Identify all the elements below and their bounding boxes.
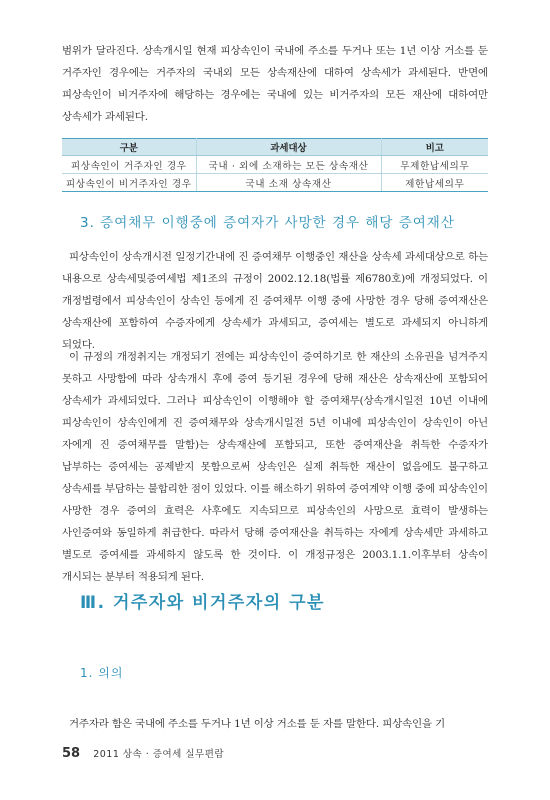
table-row (62, 174, 488, 192)
section-3-paragraph-2: 이 규정의 개정취지는 개정되기 전에는 피상속인이 증여하기로 한 재산의 소유권을 넘겨주지 못하고 사망함에 따라 상속개시 후에 증여 등기된 경우에 당해 재산은 상속재산에 포함되어 상속세가 과세되었다. 그러나 피상속인이 이행해야 할 증여채무(상속개시일전 10년 이내에 피상속인이 상속인에게 진 증여채무와 상속개시일전 5년 이내에 피상속인이 상속인이 아닌 자에게 진 증여채무를 말함)는 상속재산에 포함되고, 또한 증여재산을 취득한 수증자가 납부하는 증여세는 공제받지 못함으로써 상속인은 실제 취득한 재산이 없음에도 불구하고 상속세를 부담하는 불합리한 점이 있었다. 이를 해소하기 위하여 증여계약 이행 중에 피상속인이 사망한 경우 증여의 효력은 사후에도 지속되므로 피상속인의 사망으로 효력이 발생하는 사인증여와 동일하게 취급한다. 따라서 당해 증여재산을 취득하는 자에게 상속세만 과세하고 별도로 증여세를 과세하지 않도록 한 것이다. 이 개정규정은 2003.1.1.이후부터 상속이 개시되는 분부터 적용되게 된다. (62, 351, 488, 583)
table-cell: 피상속인이 비거주자인 경우 (62, 174, 196, 192)
section-3-paragraph-1: 피상속인이 상속개시전 일정기간내에 진 증여채무 이행중인 재산을 상속세 과세대상으로 하는 내용으로 상속세및증여세법 제1조의 규정이 2002.12.18(법률 제6780호)에 개정되었다. 이 개정법령에서 피상속인이 상속인 등에게 진 증여채무 이행 중에 사망한 경우 당해 증여재산은 상속재산에 포함하여 수증자에게 상속세가 과세되고, 증여세는 별도로 과세되지 아니하게 되었다. (62, 251, 488, 351)
table-cell: 국내 · 외에 소재하는 모든 상속재산 (196, 156, 381, 174)
table-cell: 피상속인이 거주자인 경우 (62, 156, 196, 174)
table-header-cell: 비고 (381, 139, 488, 156)
table-cell: 제한납세의무 (381, 174, 488, 192)
book-title: 2011 상속 · 증여세 실무편람 (93, 749, 225, 760)
intro-paragraph: 범위가 달라진다. 상속개시일 현재 피상속인이 국내에 주소를 두거나 또는 1년 이상 거소를 둔 거주자인 경우에는 거주자의 국내외 모든 상속재산에 대하여 상속세가 과세된다. 반면에 피상속인이 비거주자에 해당하는 경우에는 국내에 있는 비거주자의 모든 재산에 대하여만 상속세가 과세된다. (62, 45, 488, 123)
section-3-heading: 3. 증여채무 이행중에 증여자가 사망한 경우 해당 증여재산 (80, 215, 455, 231)
table-cell: 무제한납세의무 (381, 156, 488, 174)
table-header-cell: 과세대상 (196, 139, 381, 156)
table-row (62, 156, 488, 174)
table-cell: 국내 소재 상속재산 (196, 174, 381, 192)
table-header-cell: 구분 (62, 139, 196, 156)
table-header-row (62, 139, 488, 156)
chapter-3-sub-heading: 1. 의의 (80, 666, 124, 680)
page-number: 58 (62, 746, 81, 761)
definition-paragraph: 거주자라 함은 국내에 주소를 두거나 1년 이상 거소를 둔 자를 말한다. 피상속인을 기 (69, 718, 446, 730)
chapter-3-heading: Ⅲ. 거주자와 비거주자의 구분 (80, 593, 325, 613)
page-footer (62, 742, 224, 761)
taxation-scope-table (62, 138, 488, 192)
